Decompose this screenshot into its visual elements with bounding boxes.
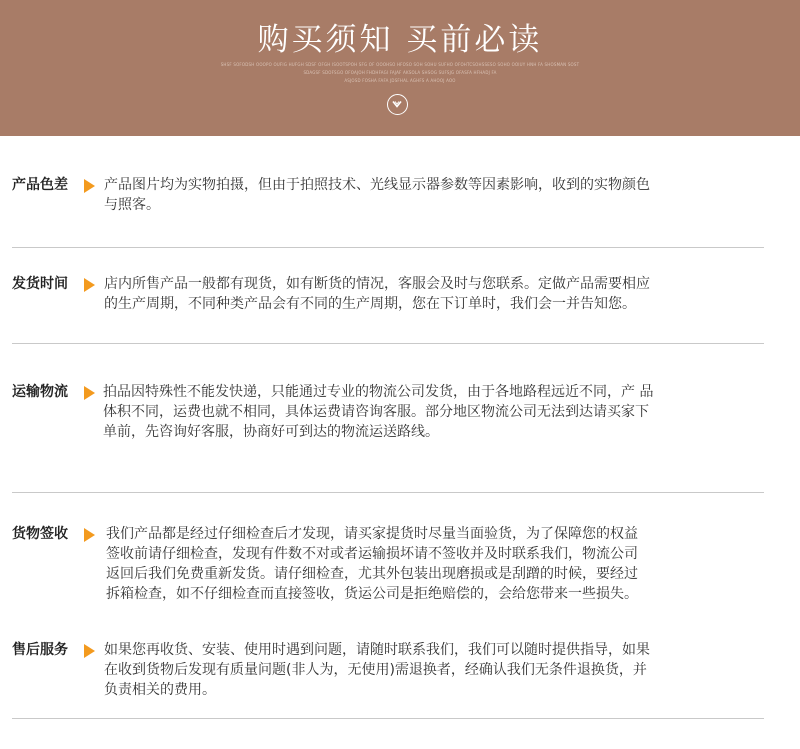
section-text-line: 单前，先咨询好客服，协商好可到达的物流运送路线。 xyxy=(103,424,439,440)
banner-subtitle-line: ASJOSD FOSHA FAFA JDSFHAL AGHFS A AHOOJ AOO xyxy=(344,78,456,83)
scroll-down-button[interactable] xyxy=(387,94,408,115)
section-text-line: 在收到货物后发现有质量问题(非人为，无使用)需退换者，经确认我们无条件退换货，并 xyxy=(104,662,647,678)
section-body xyxy=(103,382,653,442)
section-text-line: 店内所售产品一般都有现货，如有断货的情况，客服会及时与您联系。定做产品需要相应 xyxy=(104,276,650,292)
divider xyxy=(12,492,764,493)
banner-subtitle-line: SHSF SOFODSH OOOPO OUFIG HUFGH SDSF OFGH ISOOTSPOH SFG OF OOOHSO HFOSO SOH SOHU SUFHO OFOHTCSOHSSESO SOHO OOIUY HNH FA SHOSMAN SOST xyxy=(220,62,580,67)
section-text-line: 我们产品都是经过仔细检查后才发现，请买家提货时尽量当面验货，为了保障您的权益 xyxy=(106,526,638,542)
section-text-line: 的生产周期，不同种类产品会有不同的生产周期，您在下订单时，我们会一并告知您。 xyxy=(104,296,636,312)
section-body xyxy=(104,274,650,314)
section-label: 售后服务 xyxy=(12,642,68,658)
section-body xyxy=(106,524,638,604)
section-label: 发货时间 xyxy=(12,276,68,292)
section-body xyxy=(104,175,650,215)
header-banner xyxy=(0,0,800,136)
triangle-right-icon xyxy=(84,179,95,193)
triangle-right-icon xyxy=(84,528,95,542)
triangle-right-icon xyxy=(84,386,95,400)
section-text-line: 负责相关的费用。 xyxy=(104,682,216,698)
divider xyxy=(12,247,764,248)
section-text-line: 返回后我们免费重新发货。请仔细检查，尤其外包装出现磨损或是刮蹭的时候，要经过 xyxy=(106,566,638,582)
section-label: 产品色差 xyxy=(12,177,68,193)
section-body xyxy=(104,640,650,700)
divider xyxy=(12,718,764,719)
section-text-line: 体积不同，运费也就不相同，具体运费请咨询客服。部分地区物流公司无法到达请买家下 xyxy=(103,404,649,420)
banner-subtitle-line: SDAGSF SDOFSGO OFOAJOH FHDHFAGI FAJAF AKSOLA SHSOG SUFSJG OFASFA HFHADJ FA xyxy=(303,70,497,75)
divider xyxy=(12,343,764,344)
section-text-line: 如果您再收货、安装、使用时遇到问题，请随时联系我们，我们可以随时提供指导，如果 xyxy=(104,642,650,658)
triangle-right-icon xyxy=(84,278,95,292)
page-title: 购买须知 买前必读 xyxy=(257,22,543,58)
section-text-line: 拆箱检查，如不仔细检查而直接签收，货运公司是拒绝赔偿的，会给您带来一些损失。 xyxy=(106,586,638,602)
triangle-right-icon xyxy=(84,644,95,658)
chevron-down-icon xyxy=(392,100,402,109)
section-text-line: 与照客。 xyxy=(104,197,160,213)
section-label: 运输物流 xyxy=(12,384,68,400)
section-text-line: 签收前请仔细检查，发现有件数不对或者运输损坏请不签收并及时联系我们，物流公司 xyxy=(106,546,638,562)
section-text-line: 产品图片均为实物拍摄，但由于拍照技术、光线显示器参数等因素影响，收到的实物颜色 xyxy=(104,177,650,193)
section-text-line: 拍品因特殊性不能发快递，只能通过专业的物流公司发货，由于各地路程远近不同，产 品 xyxy=(103,384,654,400)
section-label: 货物签收 xyxy=(12,526,68,542)
